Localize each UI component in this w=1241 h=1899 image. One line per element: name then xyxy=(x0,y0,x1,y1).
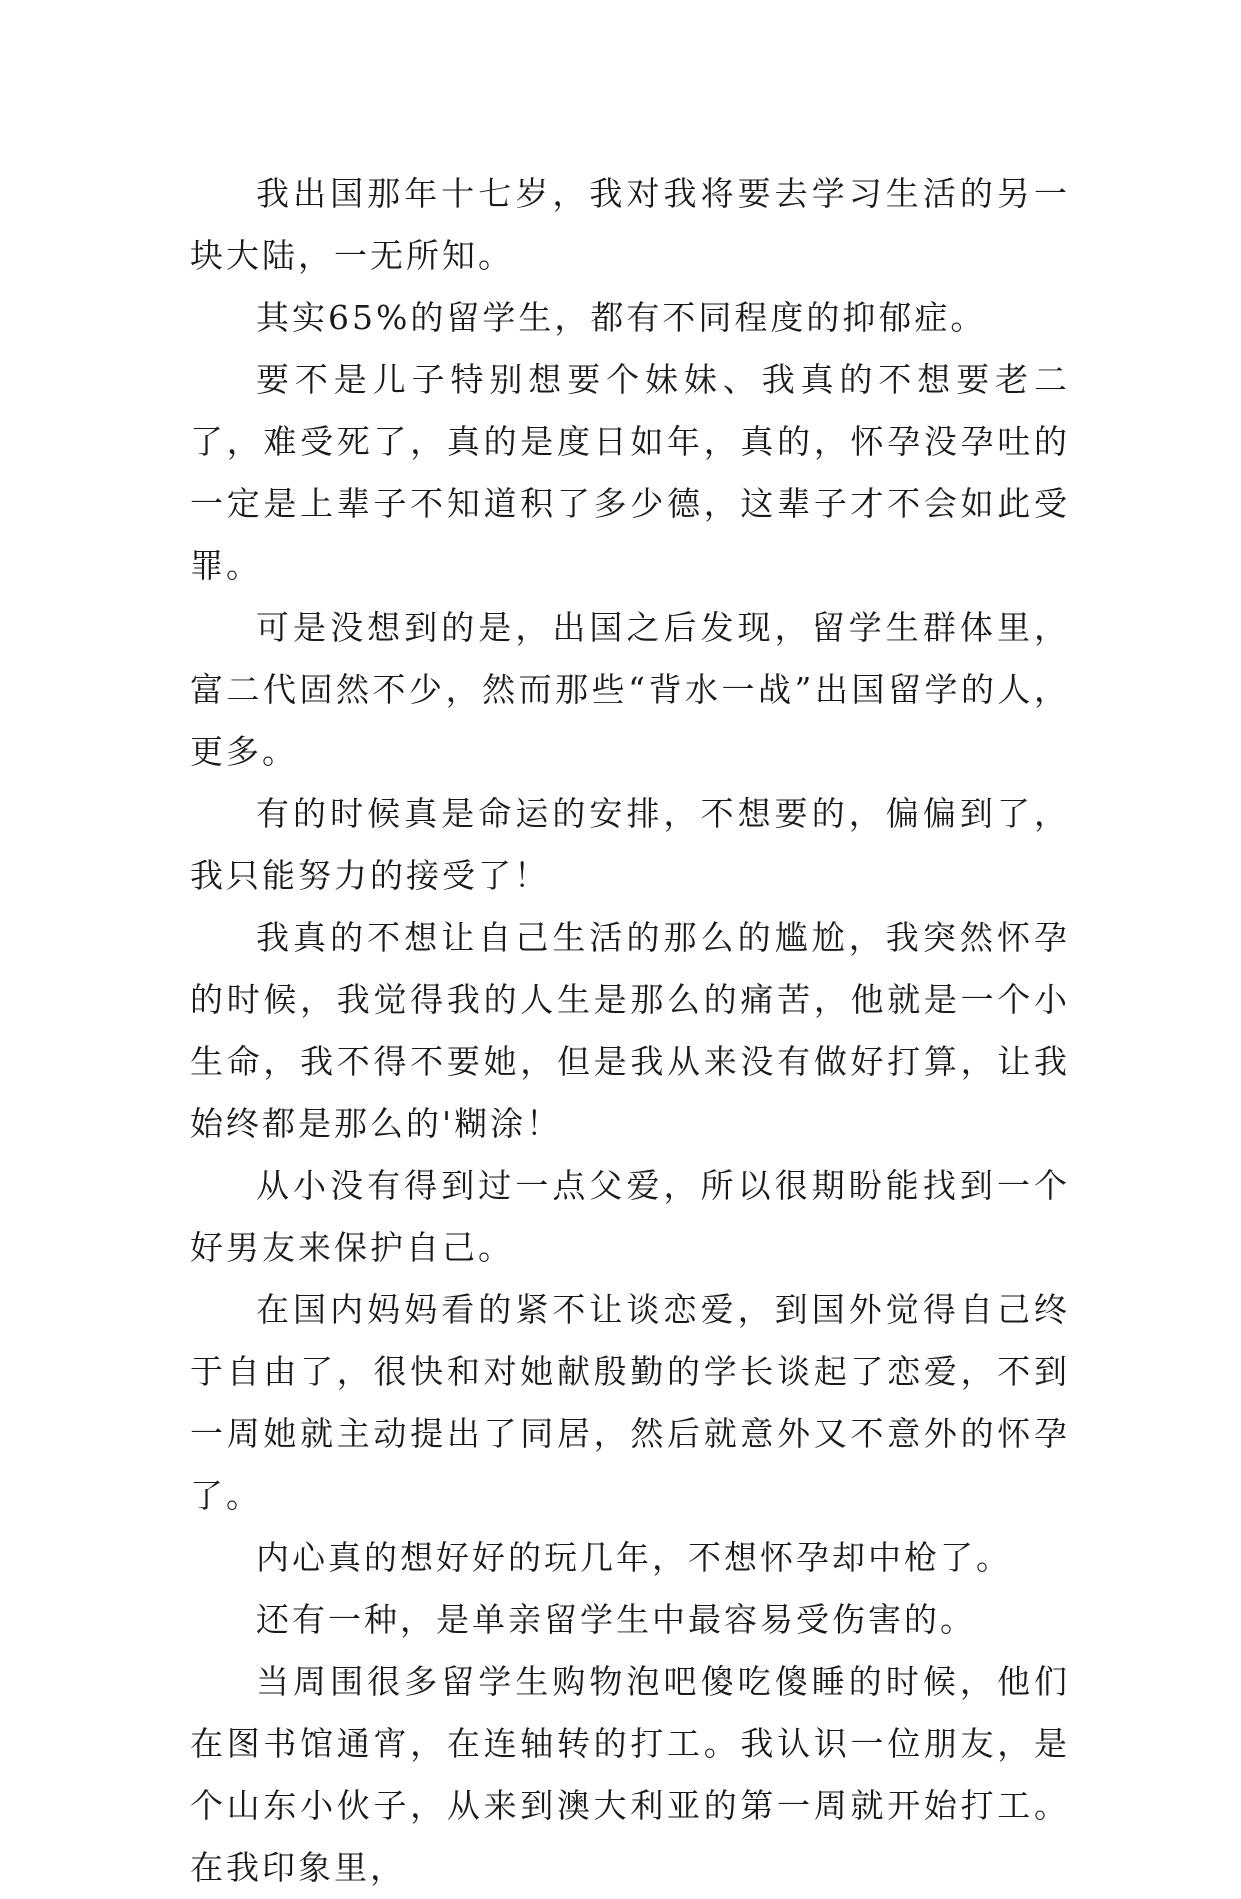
paragraph: 从小没有得到过一点父爱，所以很期盼能找到一个好男友来保护自己。 xyxy=(190,1166,1070,1267)
paragraph: 在国内妈妈看的紧不让谈恋爱，到国外觉得自己终于自由了，很快和对她献殷勤的学长谈起了恋爱，不到一周她就主动提出了同居，然后就意外又不意外的怀孕了。 xyxy=(190,1290,1070,1515)
paragraph: 还有一种，是单亲留学生中最容易受伤害的。 xyxy=(256,1600,976,1639)
paragraph: 内心真的想好好的玩几年，不想怀孕却中枪了。 xyxy=(256,1538,1012,1577)
document-body xyxy=(190,163,1070,1899)
paragraph: 有的时候真是命运的安排，不想要的，偏偏到了，我只能努力的接受了！ xyxy=(190,794,1070,895)
paragraph: 当周围很多留学生购物泡吧傻吃傻睡的时候，他们在图书馆通宵，在连轴转的打工。我认识一位朋友，是个山东小伙子，从来到澳大利亚的第一周就开始打工。在我印象里， xyxy=(190,1662,1070,1887)
paragraph: 可是没想到的是，出国之后发现，留学生群体里，富二代固然不少，然而那些“背水一战”出国留学的人，更多。 xyxy=(190,608,1070,771)
paragraph: 其实65%的留学生，都有不同程度的抑郁症。 xyxy=(256,298,987,337)
paragraph: 要不是儿子特别想要个妹妹、我真的不想要老二了，难受死了，真的是度日如年，真的，怀孕没孕吐的一定是上辈子不知道积了多少德，这辈子才不会如此受罪。 xyxy=(190,360,1070,585)
paragraph: 我出国那年十七岁，我对我将要去学习生活的另一块大陆，一无所知。 xyxy=(190,174,1070,275)
paragraph: 我真的不想让自己生活的那么的尴尬，我突然怀孕的时候，我觉得我的人生是那么的痛苦，他就是一个小生命，我不得不要她，但是我从来没有做好打算，让我始终都是那么的'糊涂！ xyxy=(190,918,1070,1143)
